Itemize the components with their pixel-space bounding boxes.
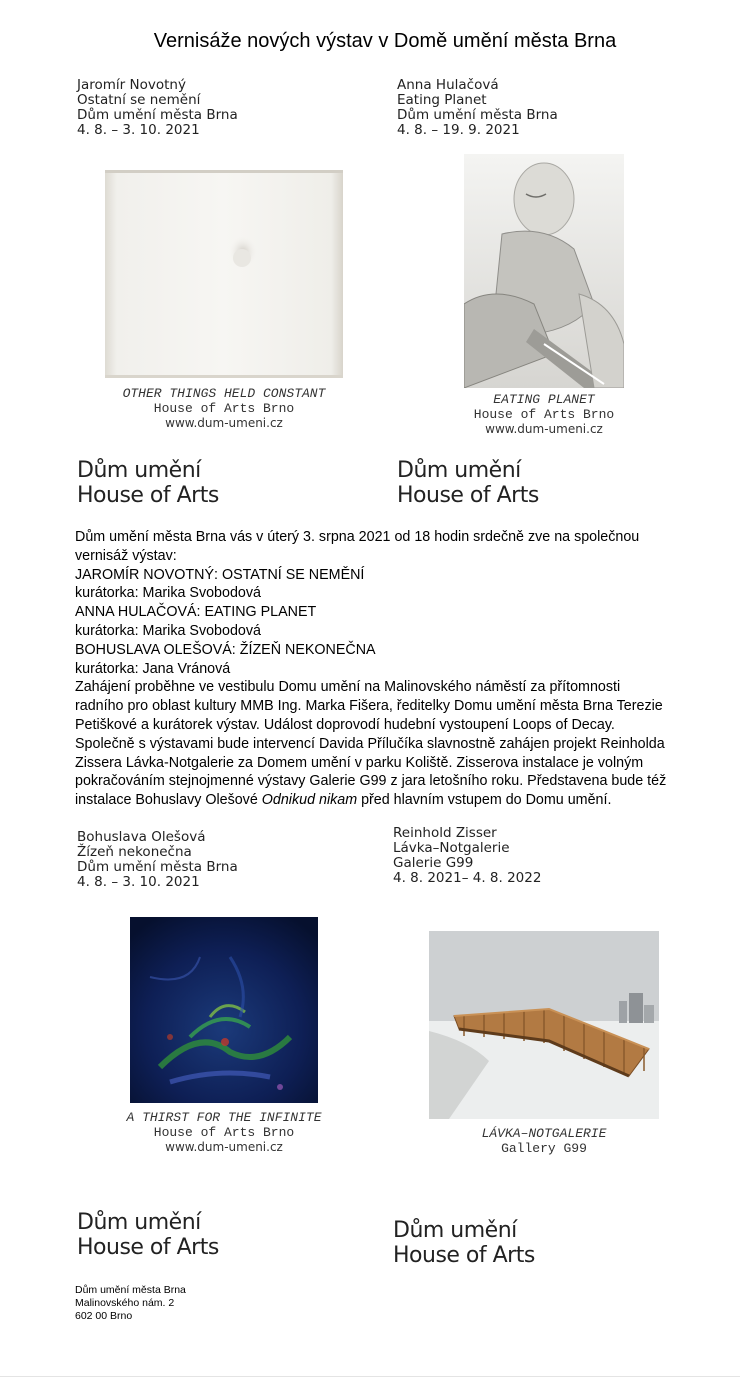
- venue-name: Galerie G99: [393, 855, 474, 871]
- exhibition-dates: 4. 8. 2021– 4. 8. 2022: [393, 870, 542, 886]
- caption-venue: House of Arts Brno: [153, 1125, 295, 1140]
- artist-name: Bohuslava Olešová: [77, 829, 206, 845]
- house-of-arts-logo: Dům umění House of Arts: [77, 458, 219, 508]
- artwork-caption-other-things: [105, 386, 343, 431]
- exhibition-dates: 4. 8. – 19. 9. 2021: [397, 122, 520, 138]
- exhibition-info-hulacova: [397, 78, 558, 138]
- artwork-caption-eating-planet: [464, 392, 624, 437]
- venue-name: Dům umění města Brna: [397, 107, 558, 123]
- house-of-arts-logo: Dům umění House of Arts: [397, 458, 539, 508]
- house-of-arts-logo: Dům umění House of Arts: [77, 1210, 219, 1260]
- exhibition-info-zisser: [393, 826, 541, 886]
- artist-name: Anna Hulačová: [397, 77, 499, 93]
- artwork-image-other-things: [105, 170, 343, 378]
- caption-venue: Gallery G99: [501, 1141, 587, 1156]
- caption-title: A THIRST FOR THE INFINITE: [126, 1110, 322, 1125]
- footer-org-name: Dům umění města Brna: [75, 1284, 186, 1296]
- caption-venue: House of Arts Brno: [473, 407, 615, 422]
- artist-name: Jaromír Novotný: [77, 77, 186, 93]
- page-title: Vernisáže nových výstav v Domě umění města Brna: [153, 30, 617, 52]
- caption-venue: House of Arts Brno: [153, 401, 295, 416]
- exhibition-name: Eating Planet: [397, 92, 487, 108]
- footer-city: 602 00 Brno: [75, 1310, 133, 1322]
- exhibition-name: Žízeň nekonečna: [77, 844, 192, 860]
- caption-website: www.dum-umeni.cz: [485, 422, 603, 436]
- footer-address: [75, 1284, 186, 1323]
- artwork-image-thirst-for-infinite: [130, 917, 318, 1103]
- exhibition-name: Lávka–Notgalerie: [393, 840, 510, 856]
- footer-street: Malinovského nám. 2: [75, 1297, 175, 1309]
- invitation-text: Dům umění města Brna vás v úterý 3. srpna 2021 od 18 hodin srdečně zve na společnou vernisáž výstav: JAROMÍR NOVOTNÝ: OSTATNÍ SE NEMĚNÍ kurátorka: Marika Svobodová ANNA HULAČOVÁ: EATING PLANET kurátorka: Marika Svobodová BOHUSLAVA OLEŠOVÁ: ŽÍZEŇ NEKONEČNA kurátorka: Jana Vránová Zahájení proběhne ve vestibulu Domu umění na Malinovského náměstí za přítomnosti radního pro oblast kultury MMB Ing. Marka Fišera, ředitelky Domu umění města Brna Terezie Petiškové a kurátorek výstav. Událost doprovodí hudební vystoupení Loops of Decay. Společně s výstavami bude intervencí Davida Přílučíka slavnostně zahájen projekt Reinholda Zissera Lávka-Notgalerie za Domem umění v parku Koliště. Zisserova instalace je volným pokračováním stejnojmenné výstavy Galerie G99 z jara letošního roku. Představena bude též instalace Bohuslavy Olešové Odnikud nikam před hlavním vstupem do Domu umění.: [75, 529, 667, 809]
- artwork-image-lavka-notgalerie: [429, 931, 659, 1119]
- caption-title: LÁVKA–NOTGALERIE: [481, 1126, 607, 1141]
- exhibition-info-novotny: [77, 78, 238, 138]
- caption-title: OTHER THINGS HELD CONSTANT: [122, 386, 326, 401]
- artwork-image-eating-planet: [464, 154, 624, 388]
- caption-website: www.dum-umeni.cz: [165, 416, 283, 430]
- exhibition-info-olesova: [77, 830, 238, 890]
- house-of-arts-logo: Dům umění House of Arts: [393, 1218, 535, 1268]
- venue-name: Dům umění města Brna: [77, 859, 238, 875]
- caption-title: EATING PLANET: [493, 392, 595, 407]
- venue-name: Dům umění města Brna: [77, 107, 238, 123]
- exhibition-dates: 4. 8. – 3. 10. 2021: [77, 874, 200, 890]
- footer-divider: [0, 1376, 740, 1377]
- caption-website: www.dum-umeni.cz: [165, 1140, 283, 1154]
- exhibition-dates: 4. 8. – 3. 10. 2021: [77, 122, 200, 138]
- artwork-caption-lavka-notgalerie: [429, 1126, 659, 1156]
- artist-name: Reinhold Zisser: [393, 825, 497, 841]
- artwork-caption-thirst-for-infinite: [100, 1110, 348, 1155]
- artwork-title-italic: Odnikud nikam: [261, 792, 358, 809]
- exhibition-name: Ostatní se nemění: [77, 92, 201, 108]
